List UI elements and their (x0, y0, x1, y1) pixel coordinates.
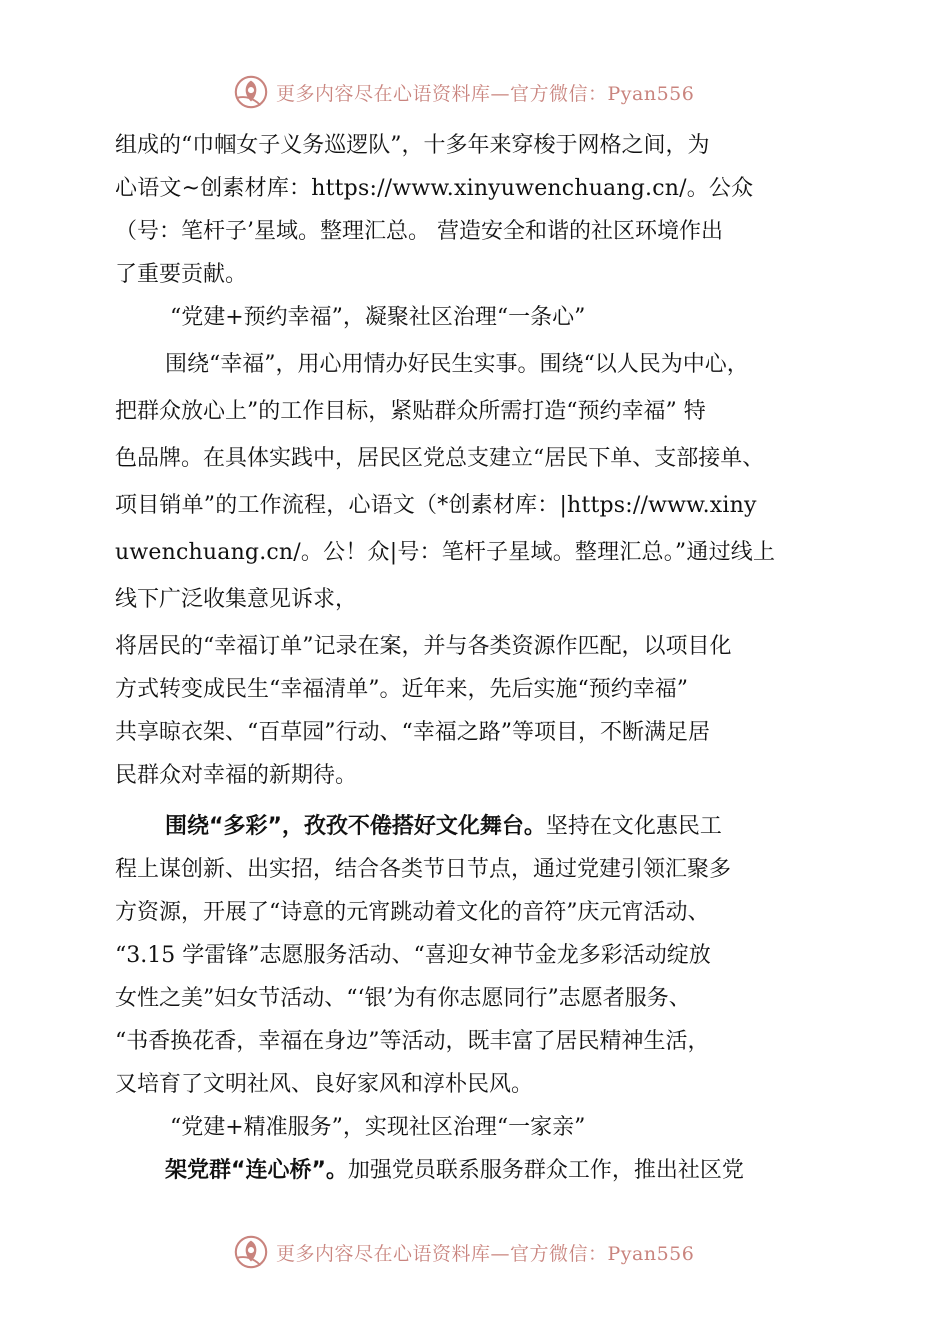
text-line: 方资源，开展了“诗意的元宵跳动着文化的音符”庆元宵活动、 (115, 900, 710, 925)
flower-logo-icon (232, 1233, 270, 1271)
bold-lead: 架党群“连心桥”。 (165, 1158, 348, 1183)
text-line: “3.15 学雷锋”志愿服务活动、“喜迎女神节金龙多彩活动绽放 (115, 943, 711, 968)
document-body (115, 124, 875, 1192)
watermark-text: 更多内容尽在心语资料库—官方微信：Pyan556 (276, 1242, 695, 1265)
text-line: 线下广泛收集意见诉求， (115, 587, 358, 612)
section-heading: “党建+精准服务”，实现社区治理“一家亲” (170, 1115, 586, 1140)
text-line: 又培育了文明社风、良好家风和淳朴民风。 (115, 1072, 534, 1097)
text-line: uwenchuang.cn/。公！众|号：笔杆子星域。整理汇总。”通过线上 (115, 540, 776, 565)
text-line: 共享晾衣架、“百草园”行动、“幸福之路”等项目，不断满足居 (115, 720, 710, 745)
text-line: 了重要贡献。 (115, 262, 248, 287)
text-run: 加强党员联系服务群众工作，推出社区党 (347, 1158, 744, 1183)
text-line: 女性之美”妇女节活动、“‘银’为有你志愿同行”志愿者服务、 (115, 986, 691, 1011)
bold-lead: 围绕“多彩”，孜孜不倦搭好文化舞台。 (165, 814, 546, 839)
text-line: 民群众对幸福的新期待。 (115, 763, 358, 788)
footer-watermark (232, 1232, 732, 1272)
text-line: 色品牌。在具体实践中，居民区党总支建立“居民下单、支部接单、 (115, 446, 765, 471)
section-heading: “党建+预约幸福”，凝聚社区治理“一条心” (170, 305, 586, 330)
watermark-text: 更多内容尽在心语资料库—官方微信：Pyan556 (276, 82, 695, 105)
text-line: 将居民的“幸福订单”记录在案，并与各类资源作匹配，以项目化 (115, 634, 732, 659)
text-line: 程上谋创新、出实招，结合各类节日节点，通过党建引领汇聚多 (115, 857, 732, 882)
text-line: 项目销单”的工作流程，心语文（*创素材库：|https://www.xiny (115, 493, 757, 518)
text-line: 心语文~创素材库：https://www.xinyuwenchuang.cn/。公众 (115, 176, 754, 201)
text-line: （号：笔杆子’星域。整理汇总。 营造安全和谐的社区环境作出 (115, 219, 723, 244)
text-line: 组成的“巾帼女子义务巡逻队”，十多年来穿梭于网格之间，为 (115, 133, 710, 158)
text-line: 围绕“幸福”，用心用情办好民生实事。围绕“以人民为中心， (165, 352, 749, 377)
text-line (115, 805, 875, 848)
text-line: “书香换花香，幸福在身边”等活动，既丰富了居民精神生活， (115, 1029, 710, 1054)
header-watermark (232, 72, 732, 112)
text-line: 把群众放心上”的工作目标，紧贴群众所需打造“预约幸福” 特 (115, 399, 706, 424)
flower-logo-icon (232, 73, 270, 111)
text-run: 坚持在文化惠民工 (545, 814, 722, 839)
text-line (115, 1149, 875, 1192)
text-line: 方式转变成民生“幸福清单”。近年来，先后实施“预约幸福” (115, 677, 688, 702)
